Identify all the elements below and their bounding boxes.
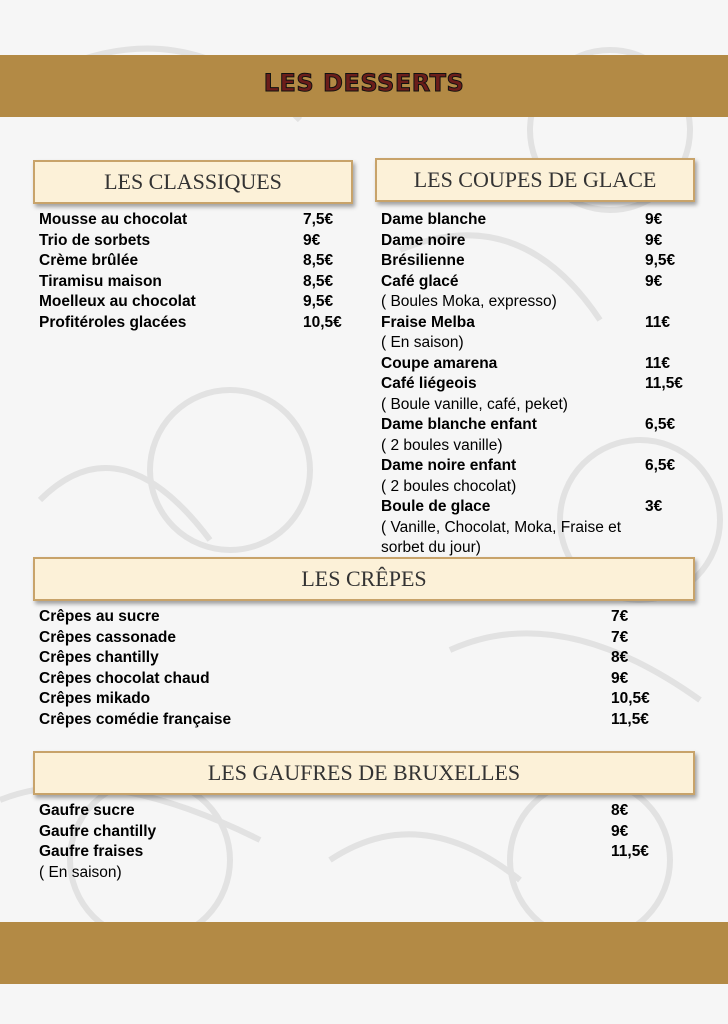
item-price: 7,5€ [303,211,334,228]
menu-item [381,354,701,375]
item-name: Crêpes comédie française [39,710,232,728]
coupes-list [381,210,701,559]
item-note: ( Vanille, Chocolat, Moka, Fraise et [381,518,622,536]
item-note: ( Boules Moka, expresso) [381,293,557,310]
item-price: 9€ [611,822,629,840]
menu-item [39,801,679,822]
item-price: 11€ [645,313,671,331]
menu-item [39,689,679,710]
item-price: 9,5€ [645,252,676,269]
coupes-heading-text: LES COUPES DE GLACE [413,167,657,192]
item-name: Café liégeois [381,375,477,392]
item-name: Trio de sorbets [39,231,151,249]
item-name: Mousse au chocolat [39,211,188,228]
item-price: 7€ [611,628,629,646]
menu-item-note [381,333,701,354]
classiques-heading-text: LES CLASSIQUES [104,169,282,194]
menu-item [39,210,359,231]
item-price: 8€ [611,649,629,666]
menu-item [39,710,679,731]
section-heading-coupes [375,158,695,202]
menu-item [39,251,359,272]
menu-item [39,292,359,313]
menu-item-note [381,292,701,313]
menu-item-note [381,518,701,539]
menu-item [381,497,701,518]
item-price: 6,5€ [645,416,676,433]
footer-band [0,922,728,984]
menu-item [39,822,679,843]
section-heading-crepes [33,557,695,601]
menu-item-note [39,863,679,884]
item-price: 10,5€ [303,313,342,331]
item-name: Tiramisu maison [39,272,162,290]
item-name: Dame blanche enfant [381,416,537,433]
item-price: 9€ [303,231,321,249]
menu-item-note [381,436,701,457]
item-name: Dame blanche [381,211,487,228]
item-name: Profitéroles glacées [39,313,187,331]
crepes-heading-text: LES CRÊPES [301,566,427,591]
item-name: Crêpes cassonade [39,628,176,646]
menu-item [39,272,359,293]
item-note: ( 2 boules chocolat) [381,477,517,495]
item-price: 9€ [645,231,663,249]
item-price: 8,5€ [303,272,334,290]
item-name: Dame noire enfant [381,457,517,474]
menu-item [39,842,679,863]
item-name: Crème brûlée [39,252,139,269]
classiques-list [39,210,359,333]
menu-item-note [381,395,701,416]
menu-item [381,456,701,477]
item-name: Café glacé [381,272,459,290]
item-note: ( En saison) [381,334,464,351]
menu-item [381,374,701,395]
menu-item [39,313,359,334]
menu-item-note [381,477,701,498]
item-price: 11,5€ [611,843,649,860]
menu-item [381,251,701,272]
item-price: 6,5€ [645,457,676,474]
menu-item [381,210,701,231]
item-name: Crêpes chantilly [39,649,159,666]
menu-item [381,231,701,252]
item-price: 9€ [611,669,629,687]
item-note: ( 2 boules vanille) [381,436,503,454]
item-name: Moelleux au chocolat [39,293,196,310]
item-note: ( Boule vanille, café, peket) [381,395,568,413]
section-heading-gaufres [33,751,695,795]
item-name: Brésilienne [381,252,465,269]
item-price: 8,5€ [303,252,334,269]
menu-item [381,313,701,334]
item-name: Gaufre fraises [39,843,144,860]
item-note: ( En saison) [39,863,122,881]
item-name: Crêpes au sucre [39,608,160,625]
item-name: Boule de glace [381,498,491,515]
section-heading-classiques [33,160,353,204]
gaufres-heading-text: LES GAUFRES DE BRUXELLES [207,760,521,785]
item-name: Dame noire [381,231,466,249]
item-price: 11,5€ [645,375,683,392]
item-price: 9€ [645,211,663,228]
item-price: 10,5€ [611,690,650,707]
menu-item [39,607,679,628]
item-price: 11€ [645,354,671,372]
item-price: 3€ [645,498,663,515]
item-name: Coupe amarena [381,354,498,372]
item-name: Crêpes chocolat chaud [39,669,210,687]
page-title: LES DESSERTS [263,69,465,97]
menu-item [39,669,679,690]
item-note: sorbet du jour) [381,539,481,556]
menu-item [381,415,701,436]
menu-item [39,648,679,669]
menu-item [381,272,701,293]
menu-item [39,231,359,252]
crepes-list [39,607,679,730]
gaufres-list [39,801,679,883]
item-name: Gaufre chantilly [39,822,157,840]
menu-item [39,628,679,649]
item-price: 8€ [611,802,629,819]
menu-item-note [381,538,701,559]
item-name: Crêpes mikado [39,690,151,707]
item-name: Fraise Melba [381,313,475,331]
item-price: 9,5€ [303,293,334,310]
item-price: 7€ [611,608,629,625]
item-price: 11,5€ [611,710,649,728]
item-price: 9€ [645,272,663,290]
item-name: Gaufre sucre [39,802,135,819]
